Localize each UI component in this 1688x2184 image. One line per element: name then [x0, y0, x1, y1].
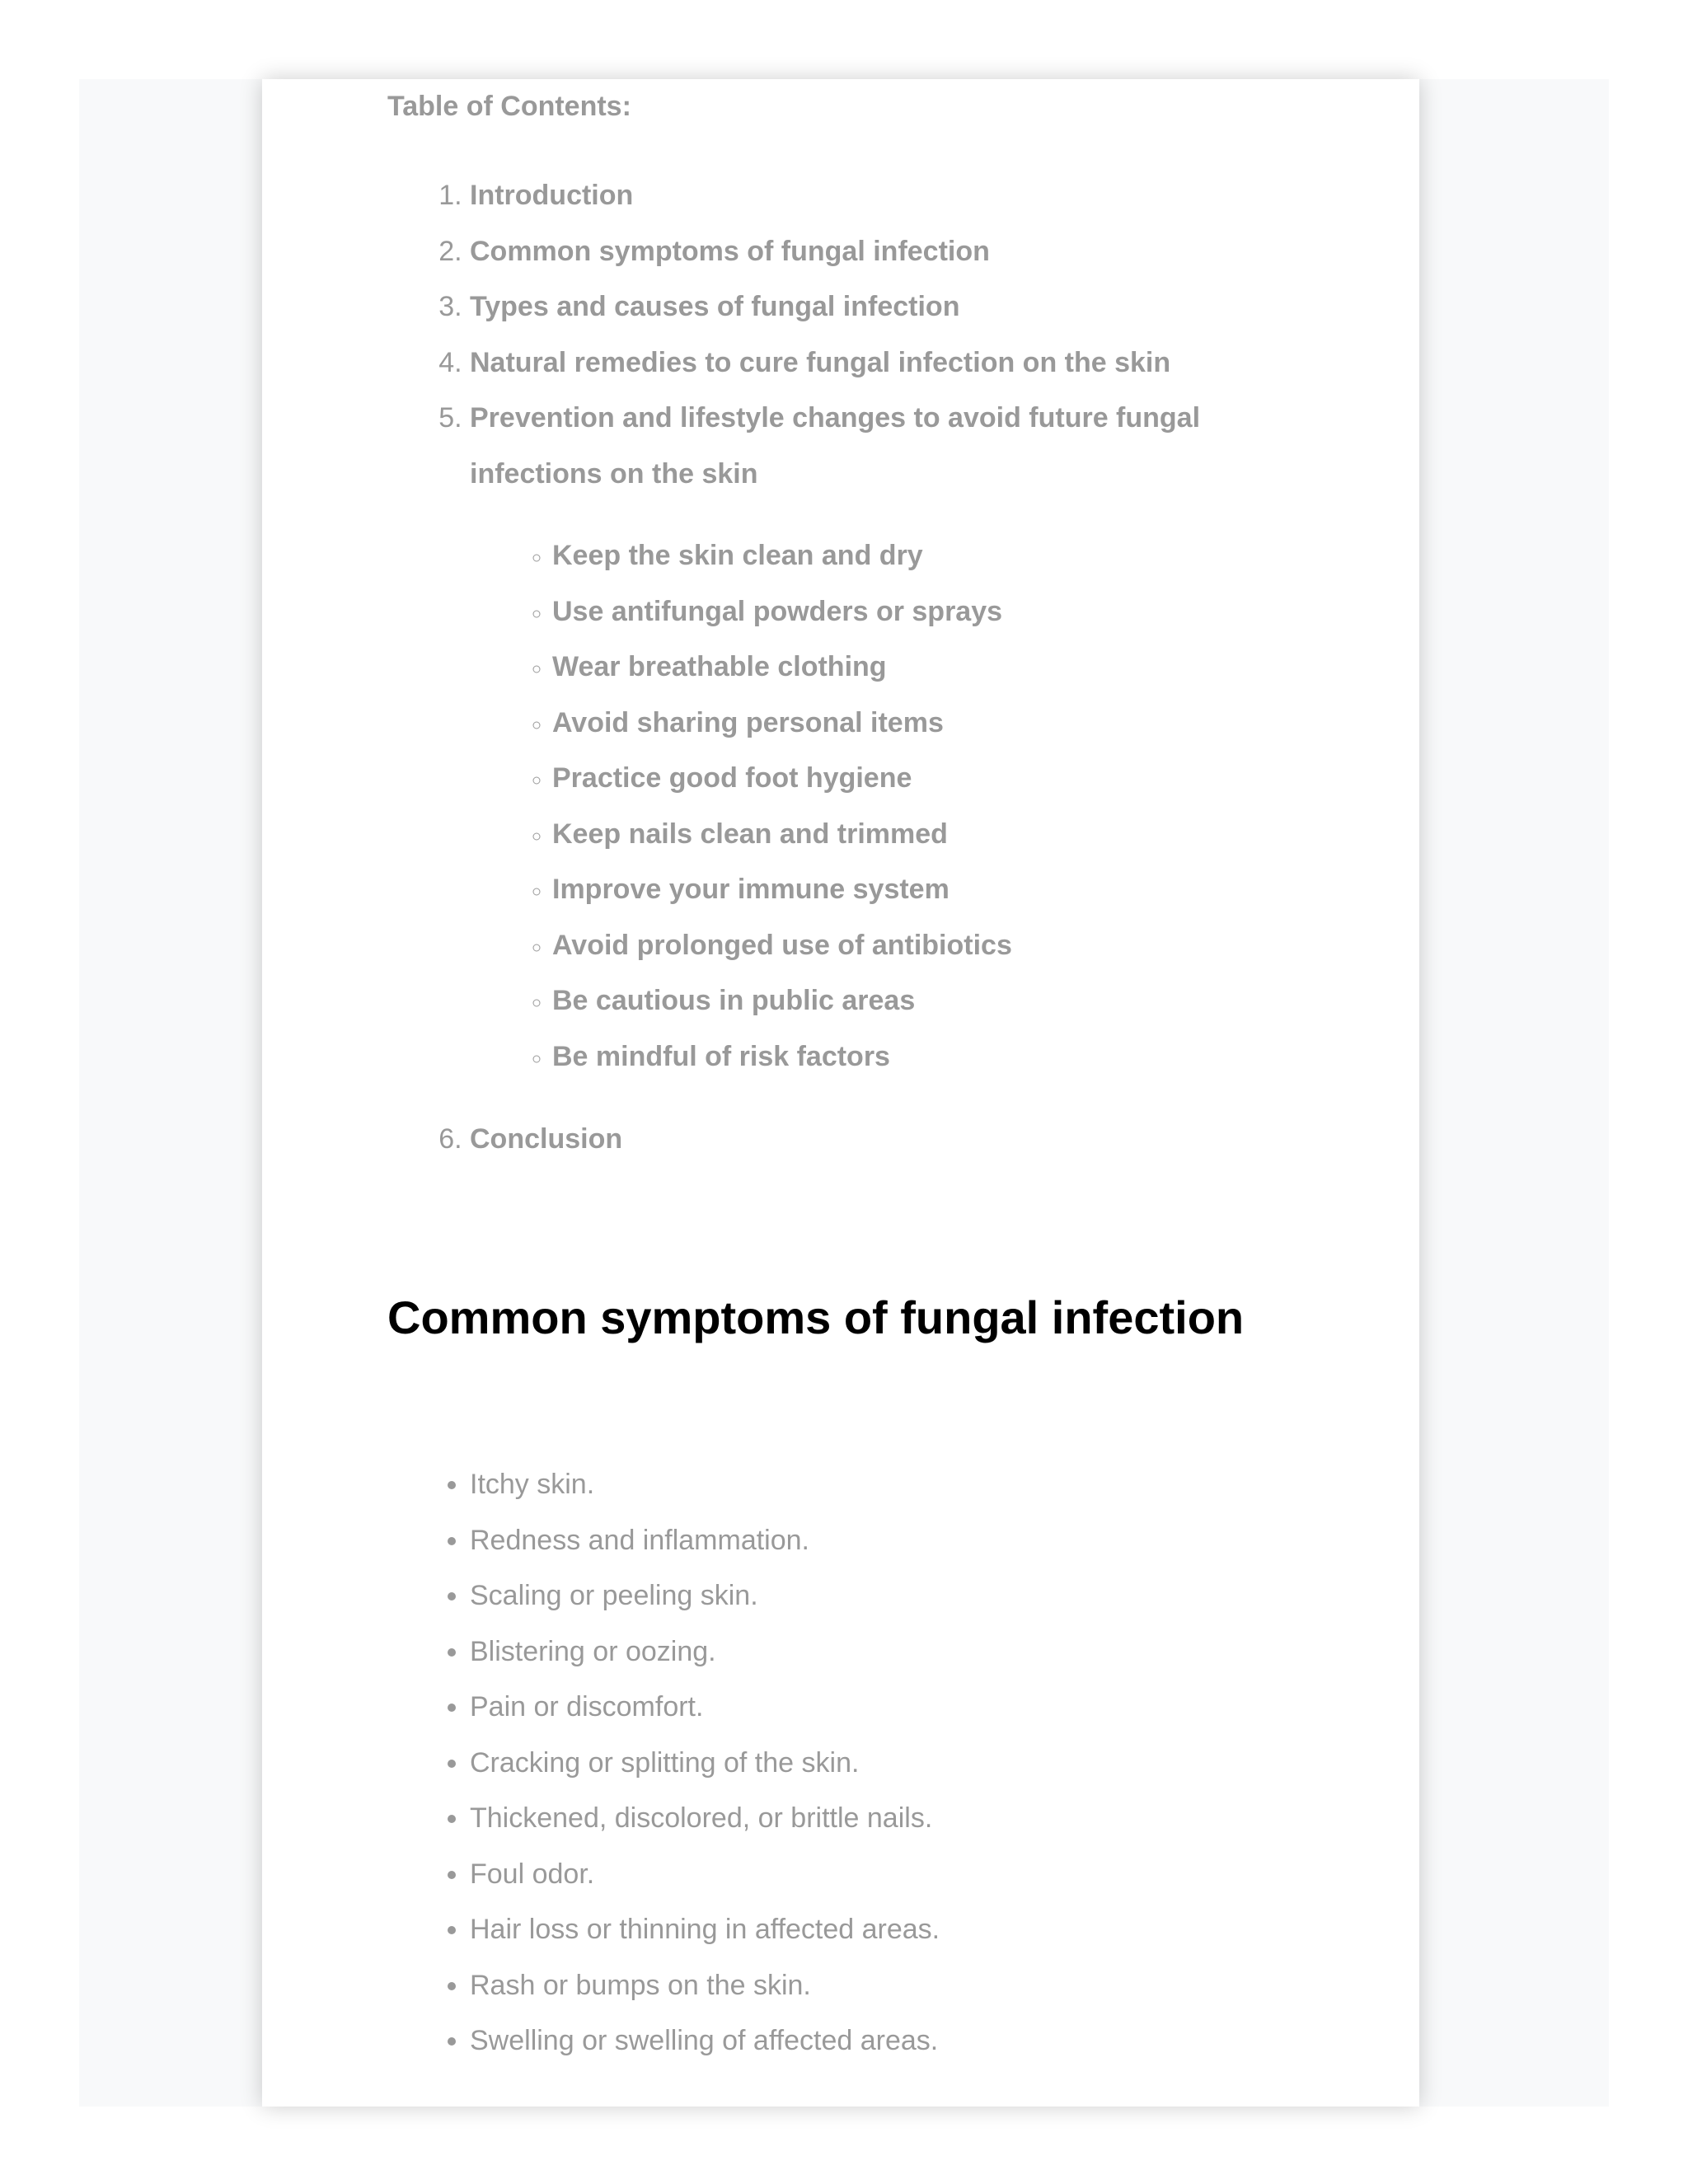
toc-item	[470, 168, 1294, 224]
symptom-item: • Pain or discomfort.	[470, 1680, 1294, 1736]
toc-subitem	[552, 918, 1294, 974]
toc-link-conclusion[interactable]: Conclusion	[470, 1123, 623, 1155]
symptom-item: • Scaling or peeling skin.	[470, 1568, 1294, 1624]
toc-title: Table of Contents:	[387, 91, 631, 122]
toc-link-natural-remedies[interactable]: Natural remedies to cure fungal infection on the skin	[470, 346, 1171, 378]
section-heading: Common symptoms of fungal infection	[387, 1291, 1245, 1343]
toc-item	[470, 391, 1294, 1085]
symptom-item: • Itchy skin.	[470, 1457, 1294, 1513]
toc-sublink[interactable]: Keep nails clean and trimmed	[552, 818, 948, 850]
toc-item	[470, 1112, 1294, 1168]
toc-item	[470, 224, 1294, 280]
toc-item	[470, 279, 1294, 335]
toc-sublink[interactable]: Be cautious in public areas	[552, 985, 916, 1016]
symptom-item: • Rash or bumps on the skin.	[470, 1958, 1294, 2014]
toc-sublink[interactable]: Wear breathable clothing	[552, 651, 887, 682]
toc-sublink[interactable]: Improve your immune system	[552, 874, 950, 905]
symptom-item: • Cracking or splitting of the skin.	[470, 1736, 1294, 1792]
symptom-item: • Hair loss or thinning in affected areas.	[470, 1902, 1294, 1958]
symptoms-list	[387, 1457, 1294, 2069]
table-of-contents	[387, 168, 1294, 1168]
symptom-item: • Blistering or oozing.	[470, 1624, 1294, 1680]
symptom-item: • Thickened, discolored, or brittle nails.	[470, 1791, 1294, 1847]
toc-sublink[interactable]: Be mindful of risk factors	[552, 1040, 890, 1072]
toc-sublink[interactable]: Keep the skin clean and dry	[552, 540, 923, 571]
toc-link-types-causes[interactable]: Types and causes of fungal infection	[470, 291, 960, 322]
toc-link-prevention[interactable]: Prevention and lifestyle changes to avoid future fungal infections on the skin	[470, 402, 1201, 490]
toc-subitem	[552, 640, 1294, 696]
toc-link-symptoms[interactable]: Common symptoms of fungal infection	[470, 235, 990, 267]
toc-subitem	[552, 1029, 1294, 1085]
toc-subitem	[552, 696, 1294, 752]
toc-subitem	[552, 973, 1294, 1029]
toc-subitem	[552, 751, 1294, 807]
toc-link-introduction[interactable]: Introduction	[470, 180, 634, 211]
toc-subitem	[552, 807, 1294, 863]
toc-subitem	[552, 862, 1294, 918]
toc-subitem	[552, 584, 1294, 640]
toc-sublink[interactable]: Avoid prolonged use of antibiotics	[552, 929, 1012, 961]
toc-sublink[interactable]: Use antifungal powders or sprays	[552, 595, 1003, 627]
toc-sublink[interactable]: Avoid sharing personal items	[552, 706, 944, 738]
symptom-item: • Foul odor.	[470, 1847, 1294, 1903]
toc-subitem	[552, 528, 1294, 584]
symptom-item: • Swelling or swelling of affected areas.	[470, 2013, 1294, 2069]
toc-sublist	[470, 528, 1294, 1085]
toc-item	[470, 335, 1294, 391]
symptom-item: • Redness and inflammation.	[470, 1513, 1294, 1569]
toc-sublink[interactable]: Practice good foot hygiene	[552, 762, 912, 794]
